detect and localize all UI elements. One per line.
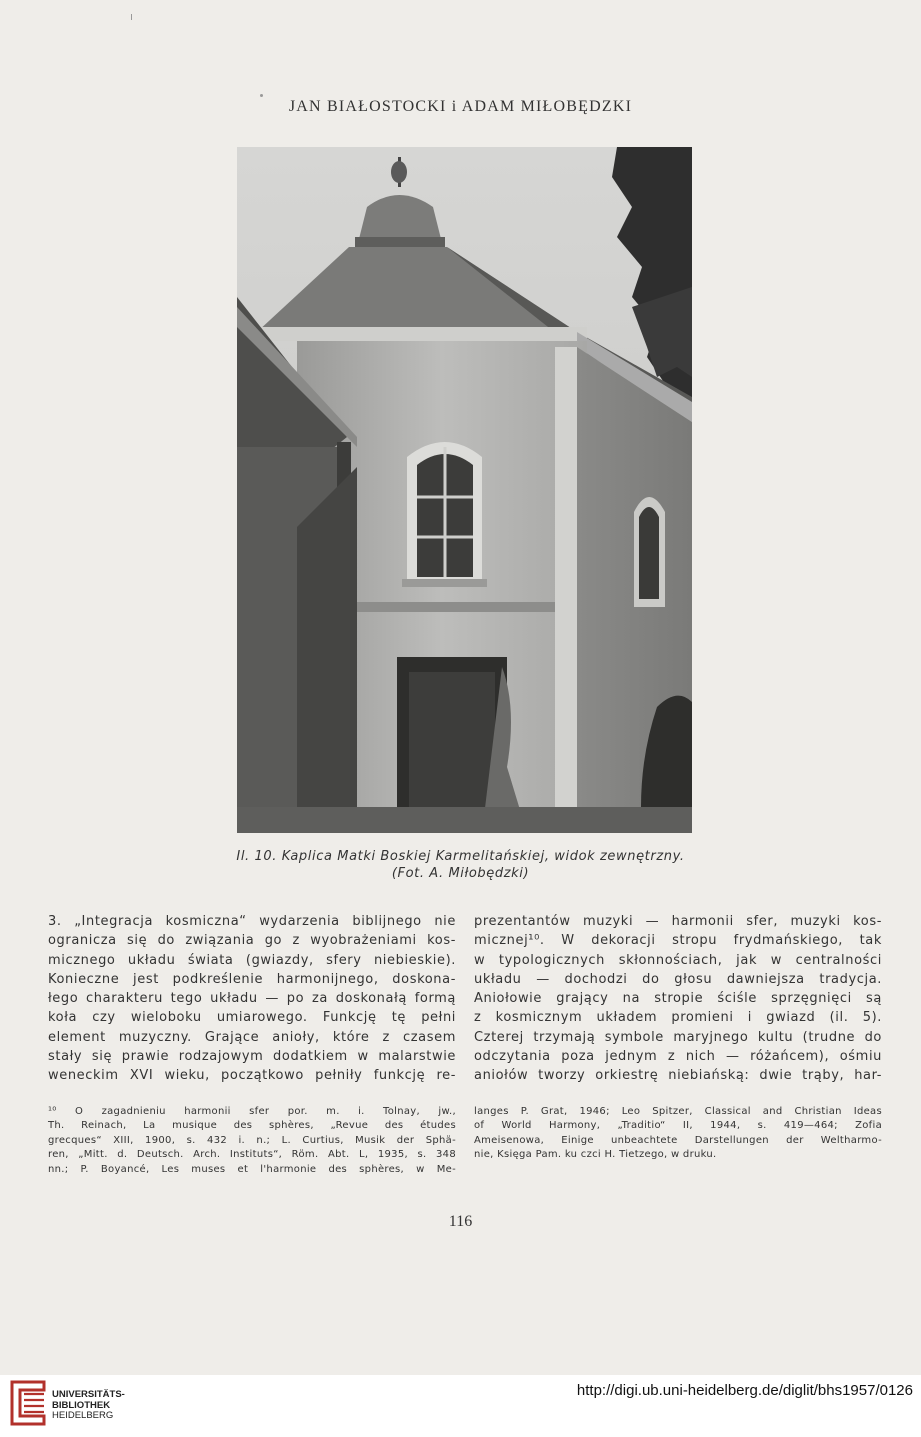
text-line: w typologicznych skłonnościach, jak w centralności [474,952,882,968]
text-line: koła czy wieloboku umiarowego. Funkcję tę pełni [48,1010,456,1026]
footnote-left [48,1105,456,1177]
body-column-right [474,912,882,1086]
scan-mark-dot [260,94,263,97]
page-number: 116 [448,1213,473,1230]
caption-credit: (Fot. A. Miłobędzki) [391,866,530,881]
caption-line-1: Il. 10. Kaplica Matki Boskiej Karmelitańskiej, widok zewnętrzny. [236,849,685,864]
library-name-line-3: HEIDELBERG [52,1410,114,1421]
text-line: prezentantów muzyki — harmonii sfer, muzyki kos- [474,914,882,929]
source-url-link[interactable]: http://digi.ub.uni-heidelberg.de/diglit/bhs1957/0126 [576,1382,913,1399]
university-library-logo-icon [10,1380,46,1426]
footnote-line: nie, Księga Pam. ku czci H. Tietzego, w druku. [474,1149,717,1161]
footnote-line: langes P. Grat, 1946; Leo Spitzer, Classical and Christian Ideas [474,1106,882,1117]
text-line: łego charakteru tego układu — po za doskonałą formą [48,991,456,1007]
text-line: micznego układu świata (gwiazdy, sfery niebieskie). [48,952,456,968]
text-line: z kosmicznym układem promieni i gwiazd (il. 5). [474,1010,882,1026]
text-line: Czterej trzymają symbole maryjnego kultu (trudne do [474,1029,882,1045]
text-line: odczytania poza jednym z nich — różańcem), ośmiu [474,1049,882,1065]
library-name-line-1: UNIVERSITÄTS- [52,1389,125,1400]
text-line: element muzyczny. Grające anioły, które z czasem [48,1029,456,1045]
chapel-photograph [237,147,692,833]
scan-mark-top [131,14,132,20]
footnote-line: of World Harmony, „Traditio“ II, 1944, s. 419—464; Zofia [474,1120,882,1132]
text-line: micznej¹⁰. W dekoracji stropu frydmańskiego, tak [474,933,882,949]
text-line: weneckim XVI wieku, początkowo pełniły funkcję re- [48,1068,456,1084]
text-line: stały się prawie rodzajowym dodatkiem w malarstwie [48,1049,456,1065]
text-line: 3. „Integracja kosmiczna“ wydarzenia biblijnego nie [48,914,456,929]
text-line: aniołów tworzy orkiestrę niebiańską: dwie trąby, har- [474,1068,882,1084]
footnote-right [474,1105,882,1163]
footnote-line: ¹⁰ O zagadnieniu harmonii sfer por. m. i. Tolnay, jw., [48,1106,456,1117]
library-name [52,1390,125,1422]
footnote-line: Th. Reinach, La musique des sphères, „Revue des études [48,1120,456,1132]
running-header: JAN BIAŁOSTOCKI i ADAM MIŁOBĘDZKI [288,98,633,115]
footnote-line: Ameisenowa, Einige unbeachtete Darstellungen der Weltharmo- [474,1134,882,1146]
body-column-left [48,912,456,1086]
footnote-line: ren, „Mitt. d. Deutsch. Arch. Instituts“, Röm. Abt. L, 1935, s. 348 [48,1149,456,1161]
text-line: Konieczne jest podkreślenie harmonijnego, doskona- [48,971,456,987]
text-line: ogranicza się do związania go z wyobrażeniami kos- [48,933,456,949]
footnote-line: grecques“ XIII, 1900, s. 432 i. n.; L. Curtius, Musik der Sphä- [48,1134,456,1146]
figure-caption [0,848,921,882]
footnote-line: nn.; P. Boyancé, Les muses et l'harmonie des sphères, w Me- [48,1163,456,1175]
text-line: układu — dochodzi do głosu dawniejsza tradycja. [474,971,882,987]
text-line: Aniołowie grający na stropie ściśle sprzęgnięci są [474,991,882,1007]
library-name-line-2: BIBLIOTHEK [52,1399,111,1411]
